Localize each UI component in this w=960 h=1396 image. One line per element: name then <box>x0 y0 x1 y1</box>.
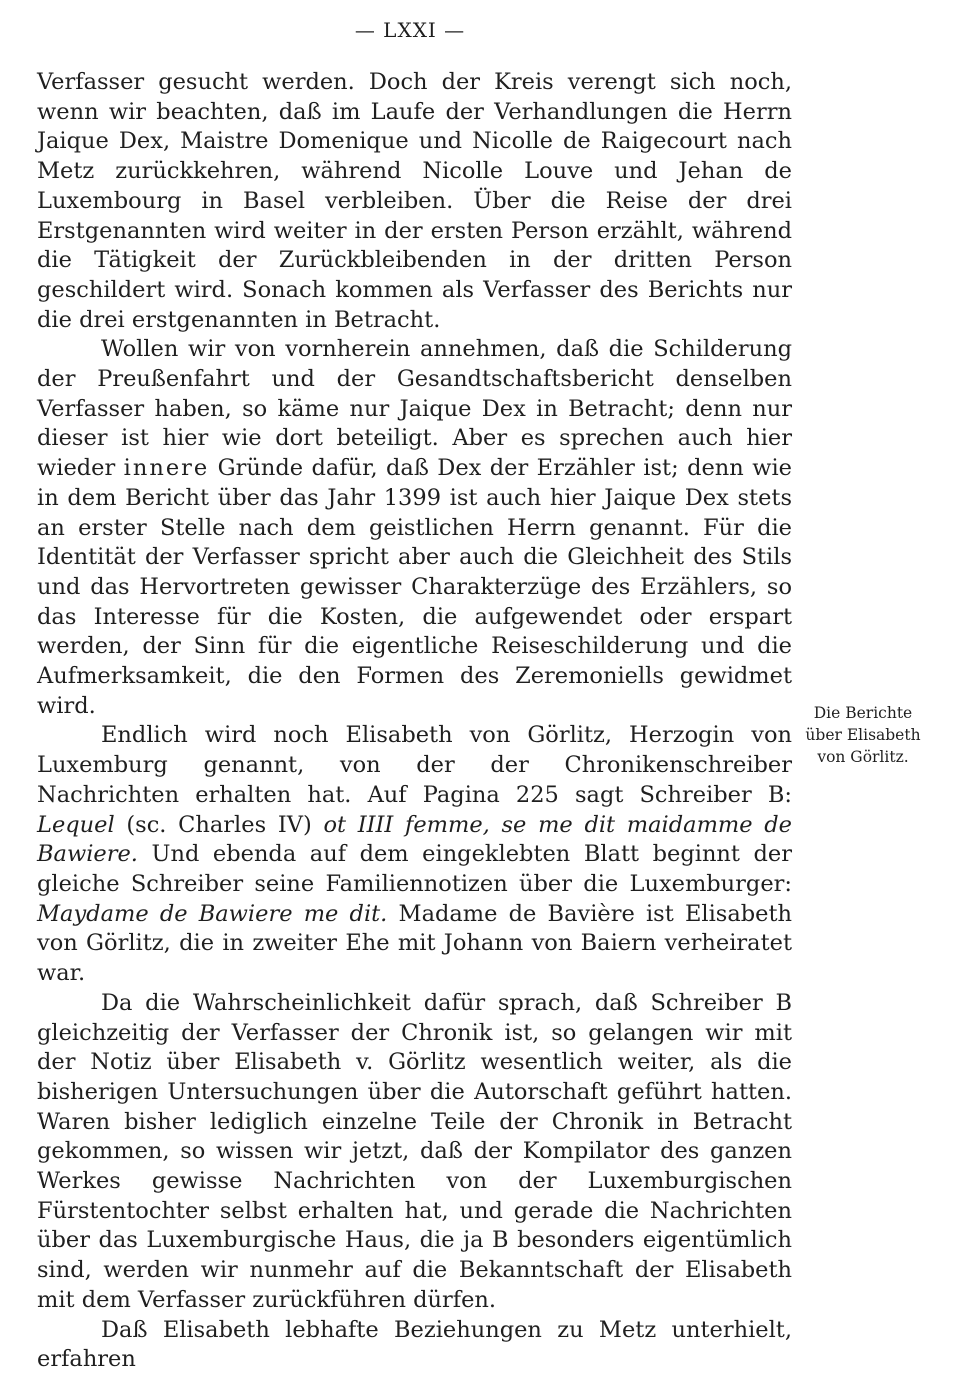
text-run: Daß Elisabeth lebhafte Beziehungen zu Metz unterhielt, erfahren <box>37 1316 792 1373</box>
margin-note-line: von Görlitz. <box>817 748 909 766</box>
margin-note-line: Die Berichte <box>813 704 913 722</box>
page-number: — LXXI — <box>354 18 466 42</box>
margin-note-line: über Elisabeth <box>805 726 921 744</box>
text-run: Da die Wahrscheinlichkeit dafür sprach, daß Schreiber B gleichzeitig der Verfasser der Chronik ist, so gelangen wir mit der Notiz über Elisabeth v. Görlitz wesentlich weiter, als die bisherigen Untersuchungen über die Autorschaft geführt hatten. Waren bisher lediglich einzelne Teile der Chronik in Betracht gekommen, so wissen wir jetzt, daß der Kompilator des ganzen Werkes gewisse Nachrichten von der Luxemburgischen Fürstentochter selbst erhalten hat, und gerade die Nachrichten über das Luxemburgische Haus, die ja B besonders eigentümlich sind, werden wir nunmehr auf die Bekanntschaft der Elisabeth mit dem Verfasser zurückführen dürfen. <box>37 989 792 1313</box>
text-run: Wollen wir von vornherein annehmen, daß die Schilderung der Preußenfahrt und der Gesandtschaftsbericht denselben Verfasser haben, so käme nur Jaique Dex in Betracht; denn nur dieser ist hier wie dort beteiligt. Aber es sprechen auch hier wieder <box>37 336 792 482</box>
emphasized-word: innere <box>123 455 210 482</box>
text-run: Und ebenda auf dem eingeklebten Blatt beginnt der gleiche Schreiber seine Familiennotizen über die Luxemburger: <box>37 841 792 897</box>
margin-note <box>800 702 926 768</box>
body-text <box>37 68 792 1375</box>
paragraph-3 <box>37 721 792 988</box>
paragraph-5 <box>37 1316 792 1375</box>
text-run: Endlich wird noch Elisabeth von Görlitz, Herzogin von Luxemburg genannt, von der der Chronikenschreiber Nachrichten erhalten hat. Auf Pagina 225 sagt Schreiber B: <box>37 722 792 808</box>
paragraph-2 <box>37 335 792 721</box>
paragraph-1 <box>37 68 792 335</box>
text-run: (sc. Charles IV) <box>114 811 324 838</box>
quotation: Maydame de Bawiere me dit. <box>37 900 388 927</box>
text-run: Verfasser gesucht werden. Doch der Kreis verengt sich noch, wenn wir beachten, daß im Laufe der Verhandlungen die Herrn Jaique Dex, Maistre Domenique und Nicolle de Raigecourt nach Metz zurückkehren, während Nicolle Louve und Jehan de Luxembourg in Basel verbleiben. Über die Reise der drei Erstgenannten wird weiter in der ersten Person erzählt, während die Tätigkeit der Zurückbleibenden in der dritten Person geschildert wird. Sonach kommen als Verfasser des Berichts nur die drei erstgenannten in Betracht. <box>37 69 792 333</box>
text-run: Madame de Bavière ist Elisabeth von Görlitz, die in zweiter Ehe mit Johann von Baiern verheiratet war. <box>37 900 792 987</box>
paragraph-4 <box>37 989 792 1316</box>
quotation: Lequel <box>37 811 115 838</box>
quotation: ot IIII femme, se me dit maidamme de Bawiere. <box>37 811 792 868</box>
text-run: Gründe dafür, daß Dex der Erzähler ist; denn wie in dem Bericht über das Jahr 1399 ist auch hier Jaique Dex stets an erster Stelle nach dem geistlichen Herrn genannt. Für die Identität der Verfasser spricht aber auch die Gleichheit des Stils und das Hervortreten gewisser Charakterzüge des Erzählers, so das Interesse für die Kosten, die aufgewendet oder erspart werden, der Sinn für die eigentliche Reiseschilderung und die Aufmerksamkeit, die den Formen des Zeremoniells gewidmet wird. <box>37 455 792 719</box>
